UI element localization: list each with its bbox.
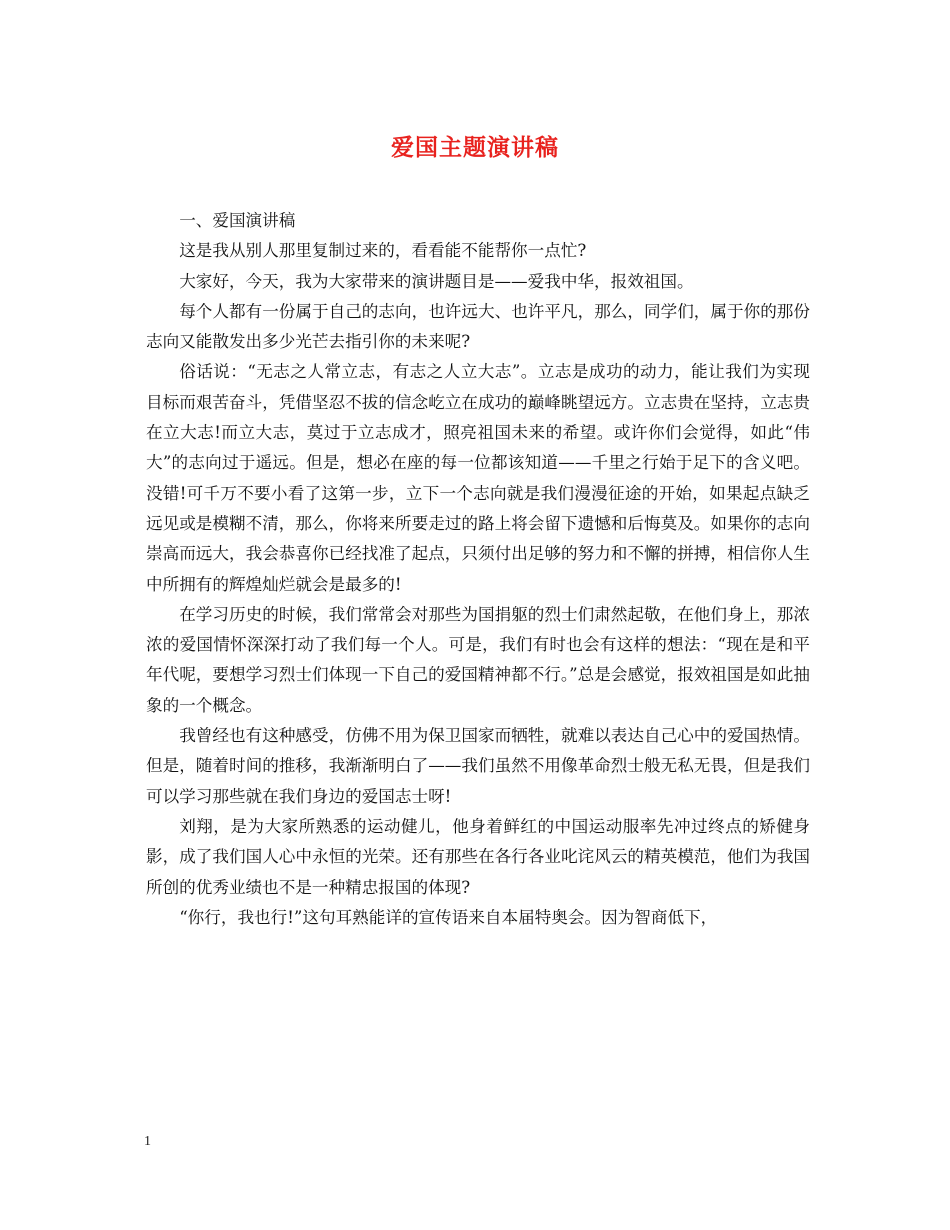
paragraph: 每个人都有一份属于自己的志向，也许远大、也许平凡，那么，同学们，属于你的那份志向又能散发出多少光芒去指引你的未来呢?	[146, 301, 810, 352]
document-body	[146, 206, 810, 933]
document-title: 爱国主题演讲稿	[391, 135, 559, 161]
paragraph: 俗话说：“无志之人常立志，有志之人立大志”。立志是成功的动力，能让我们为实现目标而艰苦奋斗，凭借坚忍不拔的信念屹立在成功的巅峰眺望远方。立志贵在坚持，立志贵在立大志!而立大志，莫过于立志成才，照亮祖国未来的希望。或许你们会觉得，如此“伟大”的志向过于遥远。但是，想必在座的每一位都该知道——千里之行始于足下的含义吧。没错!可千万不要小看了这第一步，立下一个志向就是我们漫漫征途的开始，如果起点缺乏远见或是模糊不清，那么，你将来所要走过的路上将会留下遗憾和后悔莫及。如果你的志向崇高而远大，我会恭喜你已经找准了起点，只须付出足够的努力和不懈的拼搏，相信你人生中所拥有的辉煌灿烂就会是最多的!	[146, 362, 810, 594]
paragraph: 在学习历史的时候，我们常常会对那些为国捐躯的烈士们肃然起敬，在他们身上，那浓浓的爱国情怀深深打动了我们每一个人。可是，我们有时也会有这样的想法：“现在是和平年代呢，要想学习烈士们体现一下自己的爱国精神都不行。”总是会感觉，报效祖国是如此抽象的一个概念。	[146, 604, 810, 715]
paragraph: 大家好，今天，我为大家带来的演讲题目是——爱我中华，报效祖国。	[179, 271, 694, 291]
paragraph: “你行，我也行!”这句耳熟能详的宣传语来自本届特奥会。因为智商低下，	[179, 907, 718, 927]
page-number: 1	[144, 1134, 151, 1149]
paragraph-heading: 一、爱国演讲稿	[179, 211, 296, 230]
paragraph: 刘翔，是为大家所熟悉的运动健儿，他身着鲜红的中国运动服率先冲过终点的矫健身影，成了我们国人心中永恒的光荣。还有那些在各行各业叱诧风云的精英模范，他们为我国所创的优秀业绩也不是一种精忠报国的体现?	[146, 816, 810, 897]
paragraph: 我曾经也有这种感受，仿佛不用为保卫国家而牺牲，就难以表达自己心中的爱国热情。但是，随着时间的推移，我渐渐明白了——我们虽然不用像革命烈士般无私无畏，但是我们可以学习那些就在我们身边的爱国志士呀!	[146, 726, 810, 806]
paragraph: 这是我从别人那里复制过来的，看看能不能帮你一点忙?	[179, 241, 587, 261]
